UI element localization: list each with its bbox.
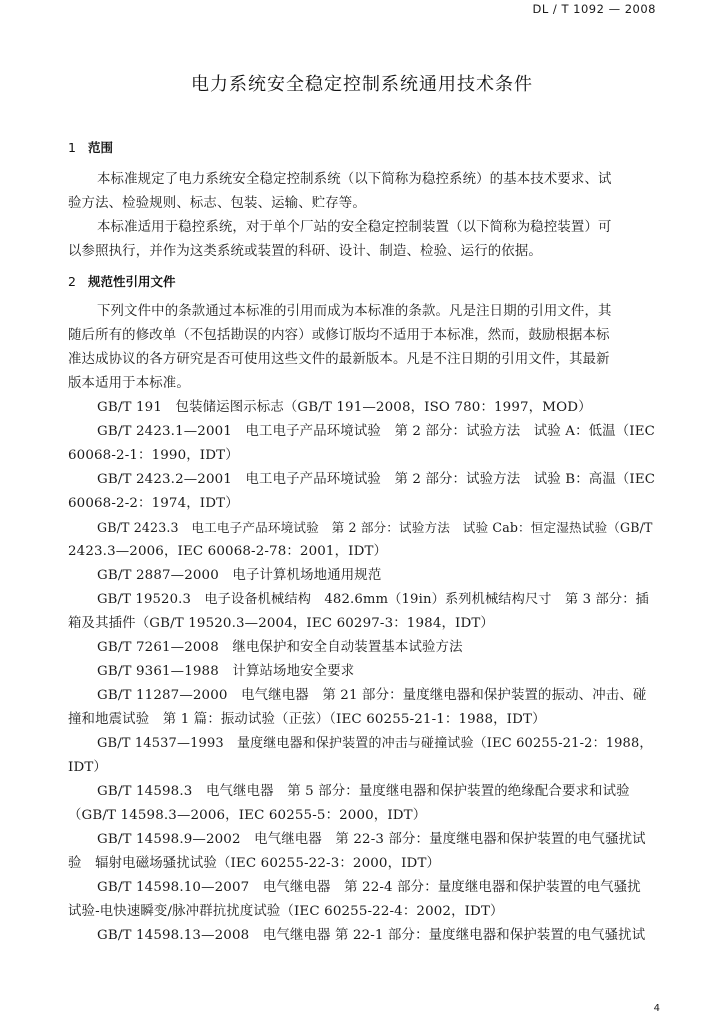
section-number: 2	[68, 274, 76, 289]
standard-code-header: DL / T 1092 — 2008	[532, 2, 656, 16]
reference-entry: GB/T 14598.3 电气继电器 第 5 部分：量度继电器和保护装置的绝缘配合要求和试验	[97, 784, 630, 799]
reference-entry: GB/T 14598.9—2002 电气继电器 第 22-3 部分：量度继电器和保护装置的电气骚扰试	[97, 832, 646, 847]
section-title: 规范性引用文件	[88, 274, 176, 289]
reference-entry-continuation: 箱及其插件（GB/T 19520.3—2004，IEC 60297-3：1984，IDT）	[68, 616, 494, 631]
reference-entry: GB/T 19520.3 电子设备机械结构 482.6mm（19in）系列机械结构尺寸 第 3 部分：插	[97, 592, 649, 607]
section-1-heading	[68, 138, 113, 156]
text-line: 随后所有的修改单（不包括勘误的内容）或修订版均不适用于本标准，然而，鼓励根据本标	[68, 328, 610, 343]
reference-entry-continuation: （GB/T 14598.3—2006，IEC 60255-5：2000，IDT）	[68, 808, 427, 823]
reference-entry-continuation: 验 辐射电磁场骚扰试验（IEC 60255-22-3：2000，IDT）	[68, 856, 441, 871]
text-line: 下列文件中的条款通过本标准的引用而成为本标准的条款。凡是注日期的引用文件，其	[97, 304, 612, 319]
reference-entry: GB/T 2423.1—2001 电工电子产品环境试验 第 2 部分：试验方法 试验 A：低温（IEC	[97, 424, 656, 439]
text-line: 以参照执行，并作为这类系统或装置的科研、设计、制造、检验、运行的依据。	[68, 244, 542, 259]
page-number: 4	[653, 1003, 660, 1014]
reference-entry-continuation: 60068-2-1：1990，IDT）	[68, 448, 239, 463]
reference-entry-continuation: IDT）	[68, 760, 107, 775]
section-2-heading	[68, 272, 176, 290]
text-line: 本标准适用于稳控系统，对于单个厂站的安全稳定控制装置（以下简称为稳控装置）可	[97, 220, 612, 235]
scope-paragraph-2	[68, 216, 656, 264]
text-line: 验方法、检验规则、标志、包装、运输、贮存等。	[68, 196, 366, 211]
reference-list	[68, 396, 656, 948]
section-title: 范围	[88, 140, 114, 155]
reference-entry-continuation: 试验-电快速瞬变/脉冲群抗扰度试验（IEC 60255-22-4：2002，IDT）	[68, 904, 504, 919]
text-line: 版本适用于本标准。	[68, 376, 190, 391]
reference-entry: GB/T 14598.10—2007 电气继电器 第 22-4 部分：量度继电器和保护装置的电气骚扰	[97, 880, 641, 895]
reference-entry: GB/T 14537—1993 量度继电器和保护装置的冲击与碰撞试验（IEC 60255-21-2：1988，	[97, 736, 653, 751]
scope-paragraph-1	[68, 168, 656, 216]
text-line: 准达成协议的各方研究是否可使用这些文件的最新版本。凡是不注日期的引用文件，其最新	[68, 352, 610, 367]
reference-entry: GB/T 2423.3 电工电子产品环境试验 第 2 部分：试验方法 试验 Cab：恒定湿热试验（GB/T	[97, 520, 653, 535]
reference-entry: GB/T 7261—2008 继电保护和安全自动装置基本试验方法	[97, 640, 463, 655]
reference-entry-continuation: 2423.3—2006，IEC 60068-2-78：2001，IDT）	[68, 544, 388, 559]
reference-entry: GB/T 191 包装储运图示标志（GB/T 191—2008，ISO 780：1997，MOD）	[97, 400, 592, 415]
text-line: 本标准规定了电力系统安全稳定控制系统（以下简称为稳控系统）的基本技术要求、试	[97, 172, 612, 187]
section-number: 1	[68, 140, 76, 155]
reference-entry: GB/T 14598.13—2008 电气继电器 第 22-1 部分：量度继电器和保护装置的电气骚扰试	[97, 928, 646, 943]
reference-entry: GB/T 9361—1988 计算站场地安全要求	[97, 664, 355, 679]
references-intro	[68, 300, 656, 396]
reference-entry: GB/T 2887—2000 电子计算机场地通用规范	[97, 568, 382, 583]
reference-entry-continuation: 撞和地震试验 第 1 篇：振动试验（正弦）（IEC 60255-21-1：1988，IDT）	[68, 712, 546, 727]
reference-entry: GB/T 11287—2000 电气继电器 第 21 部分：量度继电器和保护装置的振动、冲击、碰	[97, 688, 647, 703]
page-title: 电力系统安全稳定控制系统通用技术条件	[191, 74, 533, 95]
reference-entry: GB/T 2423.2—2001 电工电子产品环境试验 第 2 部分：试验方法 试验 B：高温（IEC	[97, 472, 656, 487]
reference-entry-continuation: 60068-2-2：1974，IDT）	[68, 496, 239, 511]
